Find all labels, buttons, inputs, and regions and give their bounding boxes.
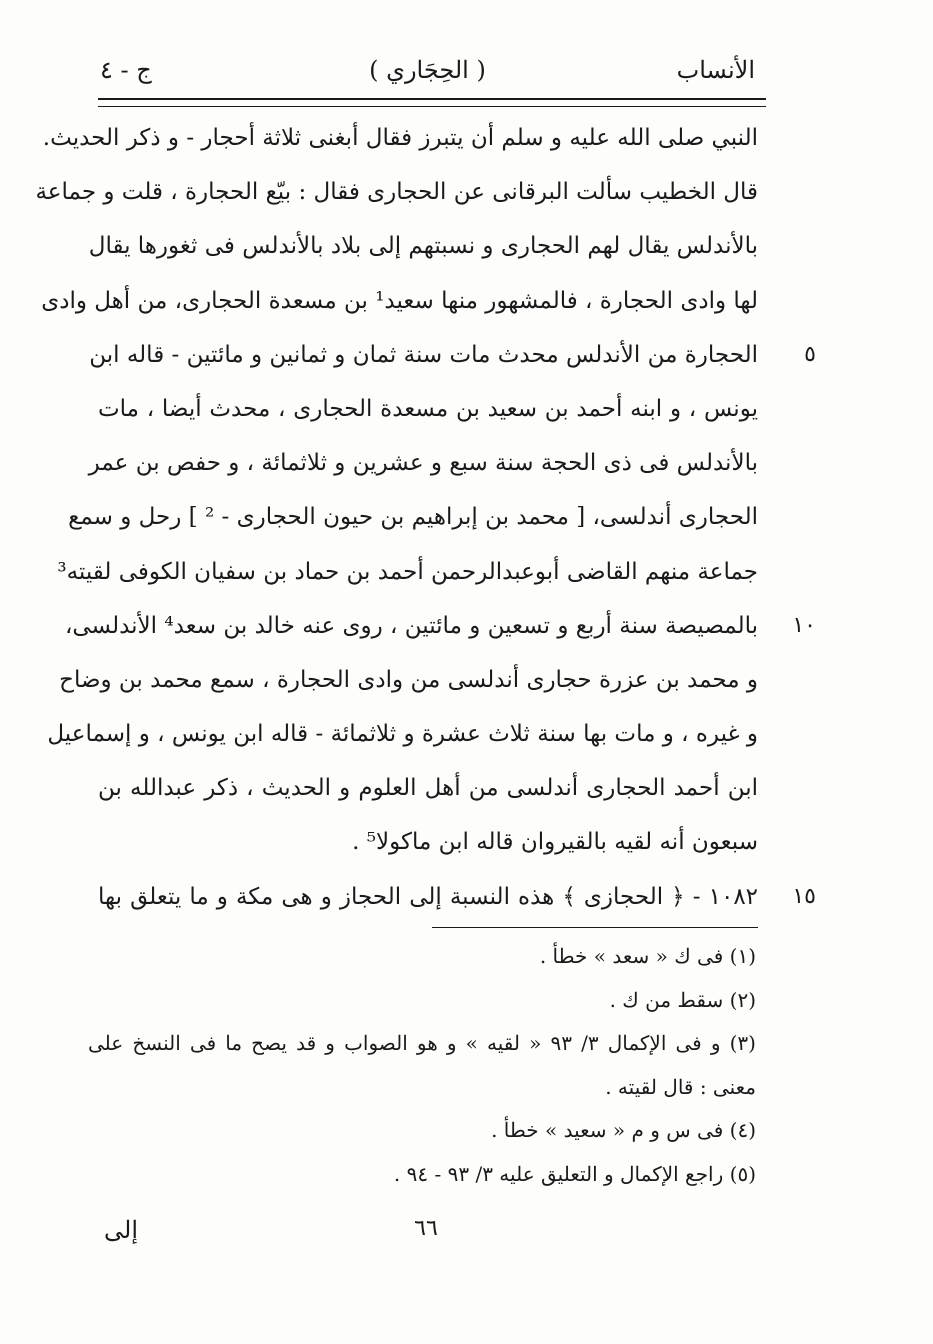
line-number-15: ١٥ [792, 883, 816, 909]
text-line-content: بالمصيصة سنة أربع و تسعين و مائتين ، روى عنه خالد بن سعد⁴ الأندلسى، [64, 612, 758, 639]
footnote-separator [432, 927, 758, 928]
text-line: لها وادى الحجارة ، فالمشهور منها سعيد¹ بن مسعدة الحجارى، من أهل وادى [41, 287, 758, 314]
text-line: و غيره ، و مات بها سنة ثلاث عشرة و ثلاثمائة - قاله ابن يونس ، و إسماعيل [47, 721, 758, 748]
header-volume: ج - ٤ [100, 56, 152, 84]
text-line: و محمد بن عزرة حجارى أندلسى من وادى الحجارة ، سمع محمد بن وضاح [59, 666, 758, 693]
text-line: النبي صلى الله عليه و سلم أن يتبرز فقال أبغنى ثلاثة أحجار - و ذكر الحديث. [42, 125, 758, 151]
text-line: جماعة منهم القاضى أبوعبدالرحمن أحمد بن حماد بن سفيان الكوفى لقيته³ [57, 558, 758, 585]
footnote-5: (٥) راجع الإكمال و التعليق عليه ٣/ ٩٣ - ٩٤ . [393, 1161, 756, 1186]
footnote-1: (١) فى ك « سعد » خطأ . [539, 944, 756, 968]
text-line-5 [89, 335, 816, 389]
text-line-content: الحجارة من الأندلس محدث مات سنة ثمان و ثمانين و مائتين - قاله ابن [89, 341, 758, 368]
header-entry-title: ( الحِجَاري ) [369, 56, 486, 84]
text-line: بالأندلس يقال لهم الحجارى و نسبتهم إلى بلاد بالأندلس فى ثغورها يقال [88, 233, 758, 260]
catchword: إلى [104, 1216, 138, 1244]
line-number-10: ١٠ [792, 612, 816, 638]
line-number-5: ٥ [804, 341, 816, 367]
text-line: سبعون أنه لقيه بالقيروان قاله ابن ماكولا⁵ . [352, 829, 758, 856]
entry-heading-line [98, 877, 816, 931]
entry-dash: - [692, 883, 701, 910]
text-line: قال الخطيب سألت البرقانى عن الحجارى فقال : بيّع الحجارة ، قلت و جماعة [35, 179, 758, 206]
footnote-2: (٢) سقط من ك . [609, 987, 756, 1012]
footnote-3: (٣) و فى الإكمال ٣/ ٩٣ « لقيه » و هو الصواب و قد يصح ما فى النسخ على [88, 1031, 756, 1055]
entry-text: هذه النسبة إلى الحجاز و هى مكة و ما يتعلق بها [98, 883, 555, 910]
header-book-title: الأنساب [676, 56, 755, 84]
footnote-4: (٤) فى س و م « سعيد » خطأ . [491, 1118, 756, 1142]
entry-name: ﴿ الحجازى ﴾ [562, 883, 685, 910]
text-line-10 [64, 606, 816, 660]
text-line: ابن أحمد الحجارى أندلسى من أهل العلوم و الحديث ، ذكر عبدالله بن [98, 775, 758, 802]
entry-number: ١٠٨٢ [708, 883, 759, 910]
text-line: الحجارى أندلسى، [ محمد بن إبراهيم بن حيون الحجارى - ² ] رحل و سمع [68, 504, 758, 531]
footnotes [88, 938, 756, 1199]
main-text [35, 118, 816, 931]
text-line: بالأندلس فى ذى الحجة سنة سبع و عشرين و ثلاثمائة ، و حفص بن عمر [88, 450, 758, 477]
footnote-3-continued: معنى : قال لقيته . [605, 1074, 756, 1099]
running-header [100, 52, 755, 92]
text-line: يونس ، و ابنه أحمد بن سعيد بن مسعدة الحجارى ، محدث أيضا ، مات [98, 395, 758, 422]
header-rule [98, 98, 766, 107]
page-number: ٦٦ [414, 1216, 438, 1241]
